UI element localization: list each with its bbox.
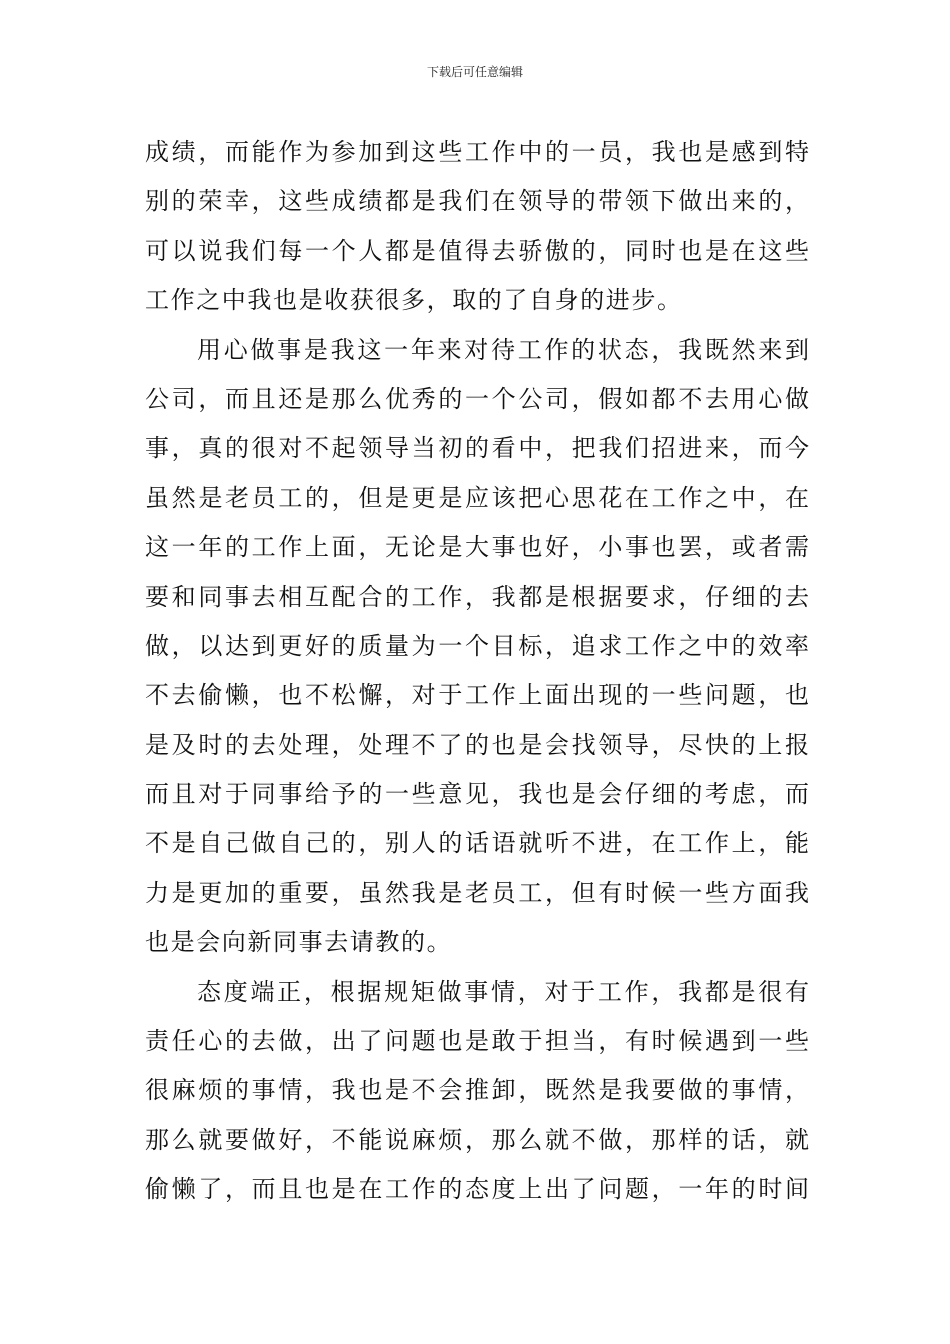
text-line: 事，真的很对不起领导当初的看中，把我们招进来，而今 [145,434,809,463]
paragraph [145,326,809,968]
text-line: 责任心的去做，出了问题也是敢于担当，有时候遇到一些 [145,1027,809,1056]
page-header: 下载后可任意编辑 [426,65,523,79]
text-line: 成绩，而能作为参加到这些工作中的一员，我也是感到特 [145,138,809,166]
text-line: 也是会向新同事去请教的。 [145,928,453,957]
text-line: 是及时的去处理，处理不了的也是会找领导，尽快的上报 [145,730,809,759]
text-line: 这一年的工作上面，无论是大事也好，小事也罢，或者需 [145,533,809,562]
text-line: 而且对于同事给予的一些意见，我也是会仔细的考虑，而 [145,780,809,809]
paragraph [145,968,809,1215]
text-line: 很麻烦的事情，我也是不会推卸，既然是我要做的事情， [145,1076,809,1105]
text-line: 做，以达到更好的质量为一个目标，追求工作之中的效率 [145,631,809,660]
text-line: 不是自己做自己的，别人的话语就听不进，在工作上，能 [145,829,809,858]
text-line: 态度端正，根据规矩做事情，对于工作，我都是很有 [197,977,809,1006]
document-body [145,128,809,1215]
text-line: 公司，而且还是那么优秀的一个公司，假如都不去用心做 [145,384,809,413]
text-line: 虽然是老员工的，但是更是应该把心思花在工作之中，在 [145,483,809,512]
text-line: 用心做事是我这一年来对待工作的状态，我既然来到 [197,335,809,364]
text-line: 力是更加的重要，虽然我是老员工，但有时候一些方面我 [145,878,809,907]
text-line: 别的荣幸，这些成绩都是我们在领导的带领下做出来的， [145,187,809,216]
paragraph [145,128,809,326]
text-line: 那么就要做好，不能说麻烦，那么就不做，那样的话，就 [145,1125,809,1154]
text-line: 要和同事去相互配合的工作，我都是根据要求，仔细的去 [145,582,809,611]
text-line: 可以说我们每一个人都是值得去骄傲的，同时也是在这些 [145,236,809,265]
text-line: 不去偷懒，也不松懈，对于工作上面出现的一些问题，也 [145,681,809,710]
text-line: 工作之中我也是收获很多，取的了自身的进步。 [145,286,683,315]
text-line: 偷懒了，而且也是在工作的态度上出了问题，一年的时间 [145,1175,809,1204]
